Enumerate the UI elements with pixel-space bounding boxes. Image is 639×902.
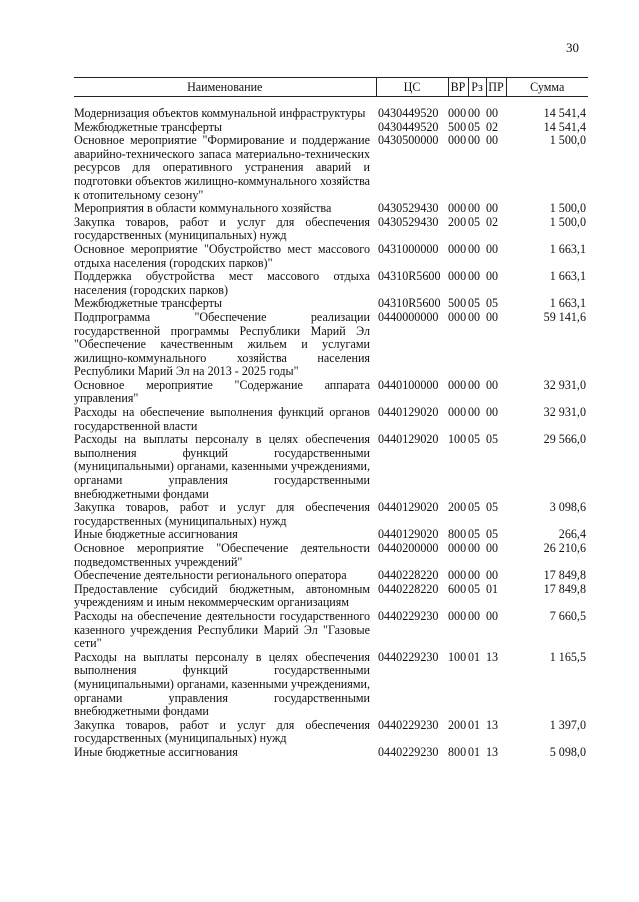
- header-sum: Сумма: [506, 78, 588, 97]
- cell-pr: 02: [486, 119, 499, 134]
- cell-sum: 3 098,6: [549, 500, 586, 515]
- table-row: [74, 651, 588, 719]
- cell-sum: 32 931,0: [543, 377, 586, 392]
- table-row: [74, 569, 588, 583]
- cell-name: Основное мероприятие "Содержание аппарата управления": [74, 377, 370, 406]
- cell-sum: 1 663,1: [549, 269, 586, 284]
- cell-name: Межбюджетные трансферты: [74, 119, 223, 134]
- cell-vr: 800: [448, 527, 467, 542]
- cell-sum: 1 663,1: [549, 296, 586, 311]
- cell-cs: 0430449520: [378, 119, 439, 134]
- header-pr: ПР: [486, 78, 506, 97]
- cell-rz: 00: [468, 241, 481, 256]
- cell-pr: 00: [486, 568, 499, 583]
- cell-cs: 0440229230: [378, 744, 439, 759]
- cell-vr: 200: [448, 717, 467, 732]
- table-row: [74, 134, 588, 202]
- page-number: 30: [566, 40, 579, 55]
- header-vr: ВР: [448, 78, 468, 97]
- cell-pr: 05: [486, 296, 499, 311]
- cell-cs: 0440000000: [378, 309, 439, 324]
- cell-cs: 0440129020: [378, 405, 439, 420]
- budget-table: [74, 77, 588, 760]
- cell-sum: 1 500,0: [549, 201, 586, 216]
- table-row: [74, 433, 588, 501]
- cell-vr: 000: [448, 106, 467, 120]
- cell-vr: 500: [448, 296, 467, 311]
- table-row: [74, 406, 588, 433]
- cell-sum: 5 098,0: [549, 744, 586, 759]
- cell-rz: 01: [468, 649, 481, 664]
- cell-name: Подпрограмма "Обеспечение реализации государственной программы Республики Марий Эл "Обеспечение качественным жильем и услугами жилищно-коммунального хозяйства населения Республики Марий Эл на 2013 - 2025 годы": [74, 309, 370, 379]
- cell-sum: 14 541,4: [543, 106, 586, 120]
- cell-rz: 00: [468, 309, 481, 324]
- cell-rz: 05: [468, 500, 481, 515]
- cell-name: Модернизация объектов коммунальной инфраструктуры: [74, 106, 366, 120]
- cell-pr: 13: [486, 717, 499, 732]
- cell-cs: 0430449520: [378, 106, 439, 120]
- cell-rz: 05: [468, 296, 481, 311]
- cell-vr: 000: [448, 133, 467, 148]
- cell-pr: 05: [486, 432, 499, 447]
- cell-sum: 266,4: [558, 527, 586, 542]
- cell-cs: 0440100000: [378, 377, 439, 392]
- cell-vr: 000: [448, 201, 467, 216]
- cell-vr: 000: [448, 309, 467, 324]
- table-row: [74, 202, 588, 216]
- header-name: Наименование: [74, 78, 376, 97]
- cell-cs: 0440229230: [378, 649, 439, 664]
- cell-rz: 01: [468, 717, 481, 732]
- table-row: [74, 501, 588, 528]
- header-cs: ЦС: [376, 78, 448, 97]
- cell-name: Основное мероприятие "Формирование и поддержание аварийно-технического запаса материально-технических ресурсов для оперативного устранения аварий и подготовки объектов жилищно-коммунального хозяйства к отопительному сезону": [74, 133, 370, 202]
- cell-pr: 05: [486, 527, 499, 542]
- cell-sum: 17 849,8: [543, 568, 586, 583]
- cell-pr: 00: [486, 541, 499, 555]
- cell-rz: 05: [468, 119, 481, 134]
- cell-rz: 00: [468, 568, 481, 583]
- cell-rz: 00: [468, 133, 481, 148]
- table-header-row: [74, 78, 588, 97]
- cell-cs: 0440129020: [378, 432, 439, 447]
- table-row: [74, 583, 588, 610]
- cell-cs: 0440229230: [378, 717, 439, 732]
- cell-cs: 04310R5600: [378, 269, 441, 284]
- table-row: [74, 121, 588, 135]
- cell-cs: 0430500000: [378, 133, 439, 148]
- cell-name: Закупка товаров, работ и услуг для обеспечения государственных (муниципальных) нужд: [74, 500, 370, 528]
- cell-name: Основное мероприятие "Обеспечение деятельности подведомственных учреждений": [74, 541, 370, 569]
- cell-cs: 0440129020: [378, 527, 439, 542]
- table-row: [74, 243, 588, 270]
- cell-vr: 200: [448, 500, 467, 515]
- cell-cs: 0440129020: [378, 500, 439, 515]
- cell-name: Поддержка обустройства мест массового отдыха населения (городских парков): [74, 269, 370, 297]
- cell-name: Межбюджетные трансферты: [74, 296, 223, 311]
- cell-vr: 600: [448, 581, 467, 596]
- table-row: [74, 542, 588, 569]
- cell-pr: 00: [486, 377, 499, 392]
- cell-cs: 0440228220: [378, 568, 439, 583]
- cell-pr: 00: [486, 405, 499, 420]
- table-row: [74, 270, 588, 297]
- cell-name: Расходы на выплаты персоналу в целях обеспечения выполнения функций государственными (муниципальными) органами, казенными учреждениями, органами управления государственными внебюджетными фондами: [74, 432, 370, 501]
- cell-vr: 000: [448, 241, 467, 256]
- cell-vr: 500: [448, 119, 467, 134]
- cell-rz: 00: [468, 377, 481, 392]
- cell-cs: 0430529430: [378, 214, 439, 229]
- cell-sum: 59 141,6: [543, 309, 586, 324]
- cell-rz: 00: [468, 269, 481, 284]
- cell-sum: 32 931,0: [543, 405, 586, 420]
- cell-sum: 17 849,8: [543, 581, 586, 596]
- cell-name: Иные бюджетные ассигнования: [74, 527, 238, 542]
- cell-vr: 000: [448, 377, 467, 392]
- cell-cs: 0440228220: [378, 581, 439, 596]
- cell-name: Мероприятия в области коммунального хозяйства: [74, 201, 332, 216]
- cell-sum: 1 165,5: [549, 649, 586, 664]
- cell-name: Предоставление субсидий бюджетным, автономным учреждениям и иным некоммерческим организациям: [74, 581, 370, 610]
- cell-rz: 01: [468, 744, 481, 759]
- cell-sum: 7 660,5: [549, 608, 586, 623]
- cell-vr: 000: [448, 405, 467, 420]
- cell-pr: 00: [486, 133, 499, 148]
- cell-sum: 1 500,0: [549, 133, 586, 148]
- cell-vr: 000: [448, 608, 467, 623]
- cell-name: Закупка товаров, работ и услуг для обеспечения государственных (муниципальных) нужд: [74, 717, 370, 746]
- cell-cs: 0440229230: [378, 608, 439, 623]
- cell-pr: 00: [486, 201, 499, 216]
- table-row: [74, 746, 588, 760]
- table-row: [74, 610, 588, 651]
- header-rz: Рз: [468, 78, 486, 97]
- cell-name: Обеспечение деятельности регионального оператора: [74, 568, 347, 583]
- cell-cs: 0431000000: [378, 241, 439, 256]
- cell-name: Иные бюджетные ассигнования: [74, 744, 238, 759]
- cell-name: Расходы на обеспечение выполнения функций органов государственной власти: [74, 405, 370, 433]
- cell-pr: 13: [486, 744, 499, 759]
- cell-sum: 1 663,1: [549, 241, 586, 256]
- cell-rz: 05: [468, 527, 481, 542]
- cell-vr: 000: [448, 269, 467, 284]
- cell-name: Расходы на выплаты персоналу в целях обеспечения выполнения функций государственными (муниципальными) органами, казенными учреждениями, органами управления государственными внебюджетными фондами: [74, 649, 370, 719]
- cell-cs: 0430529430: [378, 201, 439, 216]
- cell-name: Закупка товаров, работ и услуг для обеспечения государственных (муниципальных) нужд: [74, 214, 370, 243]
- table-row: [74, 379, 588, 406]
- cell-vr: 800: [448, 744, 467, 759]
- cell-name: Основное мероприятие "Обустройство мест массового отдыха населения (городских парков)": [74, 241, 370, 270]
- cell-rz: 05: [468, 581, 481, 596]
- cell-vr: 000: [448, 541, 467, 555]
- cell-sum: 1 500,0: [549, 214, 586, 229]
- cell-vr: 000: [448, 568, 467, 583]
- table-row: [74, 97, 588, 121]
- table-body: [74, 97, 588, 760]
- cell-name: Расходы на обеспечение деятельности государственного казенного учреждения Республики Марий Эл "Газовые сети": [74, 608, 370, 651]
- cell-rz: 00: [468, 541, 481, 555]
- cell-rz: 05: [468, 214, 481, 229]
- cell-sum: 14 541,4: [543, 119, 586, 134]
- cell-cs: 04310R5600: [378, 296, 441, 311]
- table-row: [74, 297, 588, 311]
- cell-pr: 00: [486, 309, 499, 324]
- cell-pr: 02: [486, 214, 499, 229]
- cell-sum: 26 210,6: [543, 541, 586, 555]
- table-row: [74, 311, 588, 379]
- cell-pr: 00: [486, 106, 499, 120]
- cell-rz: 00: [468, 608, 481, 623]
- cell-sum: 29 566,0: [543, 432, 586, 447]
- cell-rz: 00: [468, 405, 481, 420]
- cell-sum: 1 397,0: [549, 717, 586, 732]
- cell-pr: 00: [486, 608, 499, 623]
- cell-pr: 00: [486, 269, 499, 284]
- table-row: [74, 719, 588, 746]
- cell-cs: 0440200000: [378, 541, 439, 555]
- cell-rz: 05: [468, 432, 481, 447]
- cell-pr: 05: [486, 500, 499, 515]
- cell-pr: 00: [486, 241, 499, 256]
- table-row: [74, 216, 588, 243]
- cell-rz: 00: [468, 201, 481, 216]
- cell-vr: 100: [448, 649, 467, 664]
- cell-pr: 13: [486, 649, 499, 664]
- cell-vr: 200: [448, 214, 467, 229]
- cell-rz: 00: [468, 106, 481, 120]
- cell-vr: 100: [448, 432, 467, 447]
- table-row: [74, 528, 588, 542]
- cell-pr: 01: [486, 581, 499, 596]
